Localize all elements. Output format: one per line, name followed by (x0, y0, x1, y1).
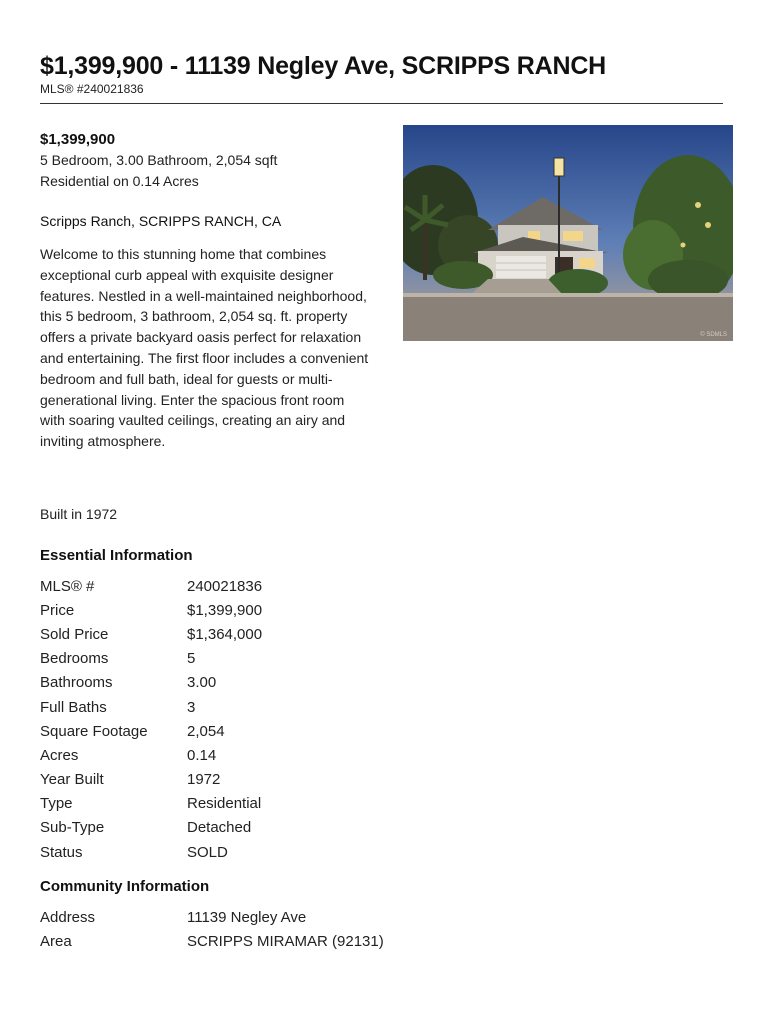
table-row (40, 905, 384, 929)
essential-info-table (40, 574, 262, 864)
table-row (40, 574, 262, 598)
listing-title: $1,399,900 - 11139 Negley Ave, SCRIPPS RANCH (40, 52, 607, 80)
table-row (40, 840, 262, 864)
row-value: Detached (187, 819, 252, 837)
community-info-table (40, 905, 384, 953)
row-label: Sub-Type (40, 819, 105, 837)
table-row (40, 598, 262, 622)
table-row (40, 929, 384, 953)
row-label: Price (40, 601, 75, 619)
row-value: 2,054 (187, 722, 225, 740)
table-row (40, 792, 262, 816)
listing-summary (40, 130, 380, 452)
row-label: Type (40, 795, 73, 813)
row-label: Status (40, 843, 83, 861)
row-value: SCRIPPS MIRAMAR (92131) (187, 932, 384, 950)
year-built-note: Built in 1972 (40, 506, 118, 522)
row-value: 3.00 (187, 674, 217, 692)
table-row (40, 719, 262, 743)
community-info-heading: Community Information (40, 878, 210, 895)
row-value: 5 (187, 650, 196, 668)
summary-location: Scripps Ranch, SCRIPPS RANCH, CA (40, 213, 282, 229)
row-label: Sold Price (40, 625, 109, 643)
row-label: Year Built (40, 771, 104, 789)
header-divider (40, 103, 723, 104)
mls-number: MLS® #240021836 (40, 82, 144, 96)
table-row (40, 743, 262, 767)
table-row (40, 695, 262, 719)
row-value: 240021836 (187, 577, 263, 595)
table-row (40, 816, 262, 840)
photo-watermark: © SDMLS (700, 332, 727, 338)
row-label: Square Footage (40, 722, 148, 740)
row-label: Bedrooms (40, 650, 109, 668)
row-label: Address (40, 908, 96, 926)
row-value: $1,364,000 (187, 625, 263, 643)
row-value: Residential (187, 795, 262, 813)
row-value: 1972 (187, 771, 221, 789)
listing-description: Welcome to this stunning home that combines exceptional curb appeal with exquisite designer features. Nestled in a well-maintained neighborhood, this 5 bedroom, 3 bathroom, 2,054 sq. ft. property offers a private backyard oasis perfect for relaxation and entertaining. The first floor includes a convenient bedroom and full bath, ideal for guests or multi-generational living. Enter the spacious front room with soaring vaulted ceilings, creating an airy and inviting atmosphere. (40, 246, 369, 450)
row-value: 0.14 (187, 746, 217, 764)
summary-beds-baths-sqft: 5 Bedroom, 3.00 Bathroom, 2,054 sqft (40, 152, 278, 168)
row-label: Acres (40, 746, 79, 764)
table-row (40, 622, 262, 646)
table-row (40, 671, 262, 695)
table-row (40, 647, 262, 671)
property-photo (403, 125, 733, 341)
row-label: Full Baths (40, 698, 107, 716)
row-value: 11139 Negley Ave (187, 908, 307, 926)
summary-type-acres: Residential on 0.14 Acres (40, 173, 199, 189)
essential-info-heading: Essential Information (40, 547, 193, 564)
row-value: 3 (187, 698, 196, 716)
table-row (40, 768, 262, 792)
row-label: Bathrooms (40, 674, 113, 692)
row-value: SOLD (187, 843, 228, 861)
row-label: Area (40, 932, 72, 950)
summary-price: $1,399,900 (40, 131, 116, 148)
row-label: MLS® # (40, 577, 95, 595)
row-value: $1,399,900 (187, 601, 263, 619)
